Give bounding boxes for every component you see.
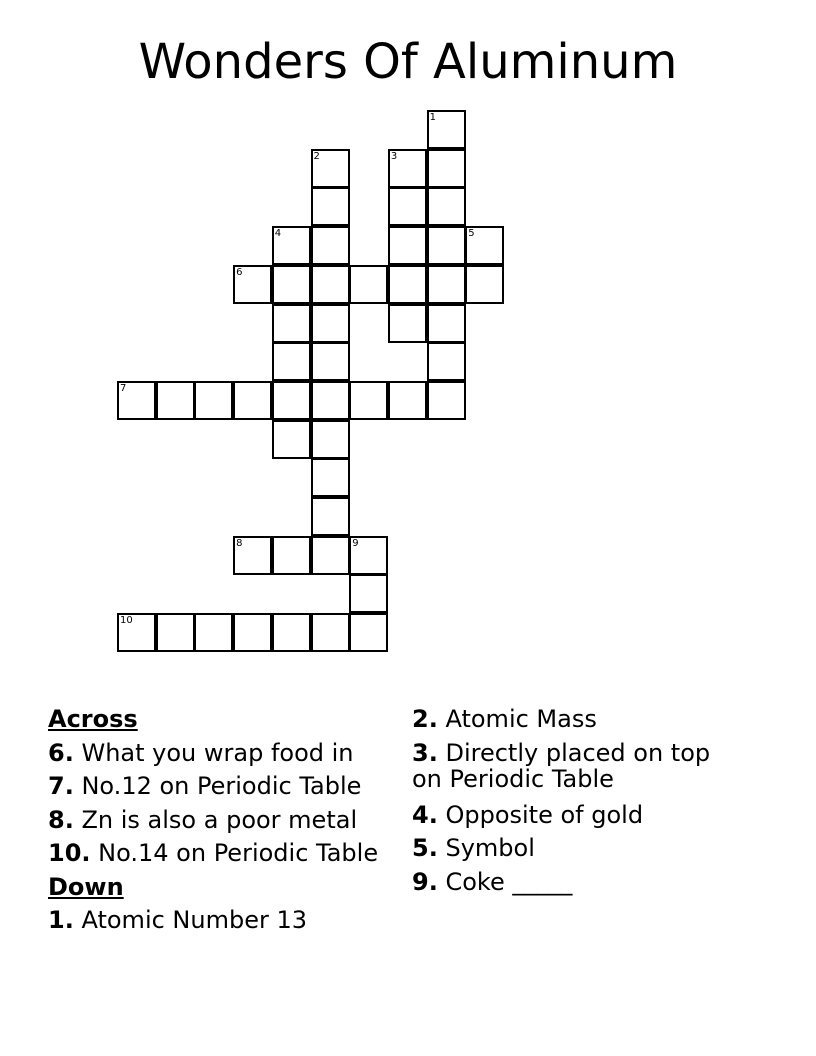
grid-cell[interactable] xyxy=(427,149,466,188)
grid-cell[interactable] xyxy=(311,381,350,420)
grid-cell[interactable] xyxy=(156,613,195,652)
grid-cell[interactable] xyxy=(272,265,311,304)
grid-cell[interactable] xyxy=(465,226,504,265)
grid-cell[interactable] xyxy=(427,187,466,226)
grid-cell[interactable] xyxy=(311,458,350,497)
grid-cell[interactable] xyxy=(194,381,233,420)
grid-cell[interactable] xyxy=(311,187,350,226)
grid-cell[interactable] xyxy=(272,342,311,381)
grid-cell[interactable] xyxy=(272,613,311,652)
grid-cell[interactable] xyxy=(156,381,195,420)
grid-cell[interactable] xyxy=(311,304,350,343)
page-title: Wonders Of Aluminum xyxy=(138,34,678,90)
grid-cell[interactable] xyxy=(117,381,156,420)
clues-right-column xyxy=(412,703,732,899)
across-clue-7: 7. No.12 on Periodic Table xyxy=(48,772,362,800)
grid-cell[interactable] xyxy=(427,265,466,304)
grid-cell[interactable] xyxy=(233,265,272,304)
cell-number: 4 xyxy=(274,228,282,240)
grid-cell[interactable] xyxy=(349,265,388,304)
grid-cell[interactable] xyxy=(311,613,350,652)
down-clue-2: 2. Atomic Mass xyxy=(412,705,597,733)
grid-cell[interactable] xyxy=(349,574,388,613)
down-clue-5: 5. Symbol xyxy=(412,834,535,862)
grid-cell[interactable] xyxy=(272,381,311,420)
across-heading: Across xyxy=(48,705,138,733)
grid-cell[interactable] xyxy=(465,265,504,304)
grid-cell[interactable] xyxy=(311,149,350,188)
grid-cell[interactable] xyxy=(388,226,427,265)
clues-left-column xyxy=(48,703,398,938)
grid-cell[interactable] xyxy=(311,226,350,265)
cell-number: 1 xyxy=(429,112,436,123)
cell-number: 9 xyxy=(352,537,359,549)
grid-cell[interactable] xyxy=(349,613,388,652)
cell-number: 5 xyxy=(468,228,475,240)
grid-cell[interactable] xyxy=(233,381,272,420)
across-clue-6: 6. What you wrap food in xyxy=(48,738,354,767)
grid-cell[interactable] xyxy=(311,342,350,381)
cell-number: 7 xyxy=(120,382,127,394)
grid-cell[interactable] xyxy=(388,265,427,304)
down-heading: Down xyxy=(48,872,124,901)
down-clue-9: 9. Coke _____ xyxy=(412,867,573,896)
grid-cell[interactable] xyxy=(272,420,311,459)
across-clue-8: 8. Zn is also a poor metal xyxy=(48,805,358,834)
grid-cell[interactable] xyxy=(272,536,311,575)
grid-cell[interactable] xyxy=(349,381,388,420)
grid-cell[interactable] xyxy=(117,613,156,652)
grid-cell[interactable] xyxy=(311,420,350,459)
cell-number: 8 xyxy=(236,537,243,549)
grid-cell[interactable] xyxy=(427,342,466,381)
down-clue-4: 4. Opposite of gold xyxy=(412,800,644,829)
grid-cell[interactable] xyxy=(427,381,466,420)
grid-cell[interactable] xyxy=(311,536,350,575)
grid-cell[interactable] xyxy=(427,226,466,265)
across-clue-10: 10. No.14 on Periodic Table xyxy=(48,839,379,867)
grid-cell[interactable] xyxy=(194,613,233,652)
down-clue-3: 3. Directly placed on top on Periodic Table xyxy=(412,738,711,793)
grid-cell[interactable] xyxy=(349,536,388,575)
grid-cell[interactable] xyxy=(388,381,427,420)
grid-cell[interactable] xyxy=(427,110,466,149)
cell-number: 3 xyxy=(390,150,398,162)
grid-cell[interactable] xyxy=(272,304,311,343)
cell-number: 6 xyxy=(236,266,243,278)
grid-cell[interactable] xyxy=(388,149,427,188)
grid-cell[interactable] xyxy=(233,613,272,652)
grid-cell[interactable] xyxy=(311,497,350,536)
grid-cell[interactable] xyxy=(272,226,311,265)
grid-cell[interactable] xyxy=(427,304,466,343)
grid-cell[interactable] xyxy=(388,304,427,343)
cell-number: 10 xyxy=(120,615,133,627)
cell-number: 2 xyxy=(313,150,320,162)
grid-cell[interactable] xyxy=(233,536,272,575)
grid-cell[interactable] xyxy=(388,187,427,226)
down-clue-1: 1. Atomic Number 13 xyxy=(48,906,308,934)
grid-cell[interactable] xyxy=(311,265,350,304)
